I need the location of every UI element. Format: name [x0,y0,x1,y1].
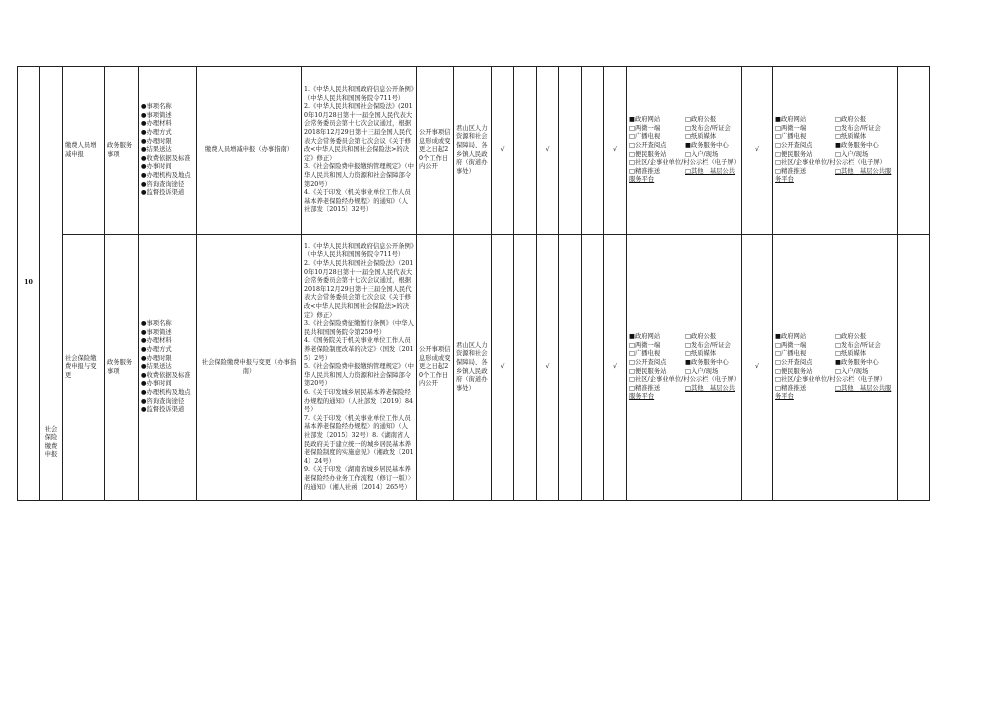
check-mark: √ [492,235,514,501]
empty-cell [514,67,537,235]
check-mark: √ [537,235,559,501]
elements-cell: ●事项名称 ●事项简述 ●办理材料 ●办理方式 ●办理时限 ●结果送达 ●收费依据及标准 ●办事时间 ●办理机构及地点 ●咨询查询途径 ●监督投诉渠道 [139,67,197,235]
sub-item-cell: 缴费人员增减申报 [63,67,105,235]
channels-left: ■政府网站 □政府公报 □两微一端 □发布会/听证会 □广播电视 □纸质媒体 □公开查阅点 ■政务服务中心 □便民服务站 □入户/现场 □社区/企事业单位/村公示栏（电子屏） □精准推送 □其他 基层公共服务平台 [627,67,742,235]
channels-left: ■政府网站 □政府公报 □两微一端 □发布会/听证会 □广播电视 □纸质媒体 □公开查阅点 ■政务服务中心 □便民服务站 □入户/现场 □社区/企事业单位/村公示栏（电子屏） □精准推送 □其他 基层公共服务平台 [627,235,742,501]
sub-item-cell: 社会保险缴费申报与变更 [63,235,105,501]
content-cell: 社会保险缴费申报与变更（办事指南） [197,235,302,501]
empty-cell [582,67,604,235]
channels-right: ■政府网站 □政府公报 □两微一端 □发布会/听证会 □广播电视 □纸质媒体 □公开查阅点 ■政务服务中心 □便民服务站 □入户/现场 □社区/企事业单位/村公示栏（电子屏） □精准推送 □其他 基层公共服务平台 [773,67,898,235]
empty-cell [559,67,582,235]
disclosure-table [17,66,930,501]
table-row [18,67,930,235]
agency-cell: 君山区人力资源和社会保障局、各乡镇人民政府（街道办事处） [454,235,492,501]
table-row [18,235,930,501]
laws-cell: 1.《中华人民共和国政府信息公开条例》（中华人民共和国国务院令711号） 2.《中华人民共和国社会保险法》（2010年10月28日第十一届全国人民代表大会常务委员会第十七次会议通过，根据2018年12月29日第十三届全国人民代表大会常务委员会第七次会议《关于修改<中华人民共和国社会保险法>的决定》修正） 3.《社会保险费征缴暂行条例》（中华人民共和国国务院令第259号） 4.《国务院关于机关事业单位工作人员养老保险制度改革的决定》（国发〔2015〕2号） 5.《社会保险费申报缴纳管理规定》（中华人民共和国人力资源和社会保障部令第20号） 6.《关于印发城乡居民基本养老保险经办规程的通知》（人社部发〔2019〕84号） 7.《关于印发〈机关事业单位工作人员基本养老保险经办规程〉的通知》（人社部发〔2015〕32号）8.《湖南省人民政府关于建立统一的城乡居民基本养老保险制度的实施意见》（湘政发〔2014〕24号） 9.《关于印发〈湖南省城乡居民基本养老保险经办业务工作流程（修订一版）〉的通知》（湘人社函〔2014〕265号） [302,235,417,501]
check-mark: √ [742,235,773,501]
empty-cell [582,235,604,501]
check-mark: √ [492,67,514,235]
check-mark: √ [604,67,627,235]
timing-cell: 公开事项信息形成或变更之日起20个工作日内公开 [417,67,454,235]
check-mark: √ [742,67,773,235]
empty-cell [898,235,930,501]
basis-type-cell: 政务服务事项 [105,235,139,501]
category-cell: 社会保险缴费申报 [40,67,63,501]
empty-cell [514,235,537,501]
row-index: 10 [18,67,40,501]
check-mark: √ [537,67,559,235]
elements-cell: ●事项名称 ●事项简述 ●办理材料 ●办理方式 ●办理时限 ●结果送达 ●收费依据及标准 ●办事时间 ●办理机构及地点 ●咨询查询途径 ●监督投诉渠道 [139,235,197,501]
content-cell: 缴费人员增减申报（办事指南） [197,67,302,235]
laws-cell: 1.《中华人民共和国政府信息公开条例》（中华人民共和国国务院令711号） 2.《中华人民共和国社会保险法》(2010年10月28日第十一届全国人民代表大会常务委员会第十七次会议通过，根据2018年12月29日第十三届全国人民代表大会常务委员会第七次会议《关于修改<中华人民共和国社会保险法>的决定》修正） 3.《社会保险费申报缴纳管理规定》（中华人民共和国人力资源和社会保障部令第20号） 4.《关于印发〈机关事业单位工作人员基本养老保险经办规程〉的通知》（人社部发〔2015〕32号） [302,67,417,235]
basis-type-cell: 政务服务事项 [105,67,139,235]
empty-cell [559,235,582,501]
agency-cell: 君山区人力资源和社会保障局、各乡镇人民政府（街道办事处） [454,67,492,235]
check-mark: √ [604,235,627,501]
empty-cell [898,67,930,235]
timing-cell: 公开事项信息形成或变更之日起20个工作日内公开 [417,235,454,501]
channels-right: ■政府网站 □政府公报 □两微一端 □发布会/听证会 □广播电视 □纸质媒体 □公开查阅点 ■政务服务中心 □便民服务站 □入户/现场 □社区/企事业单位/村公示栏（电子屏） □精准推送 □其他 基层公共服务平台 [773,235,898,501]
